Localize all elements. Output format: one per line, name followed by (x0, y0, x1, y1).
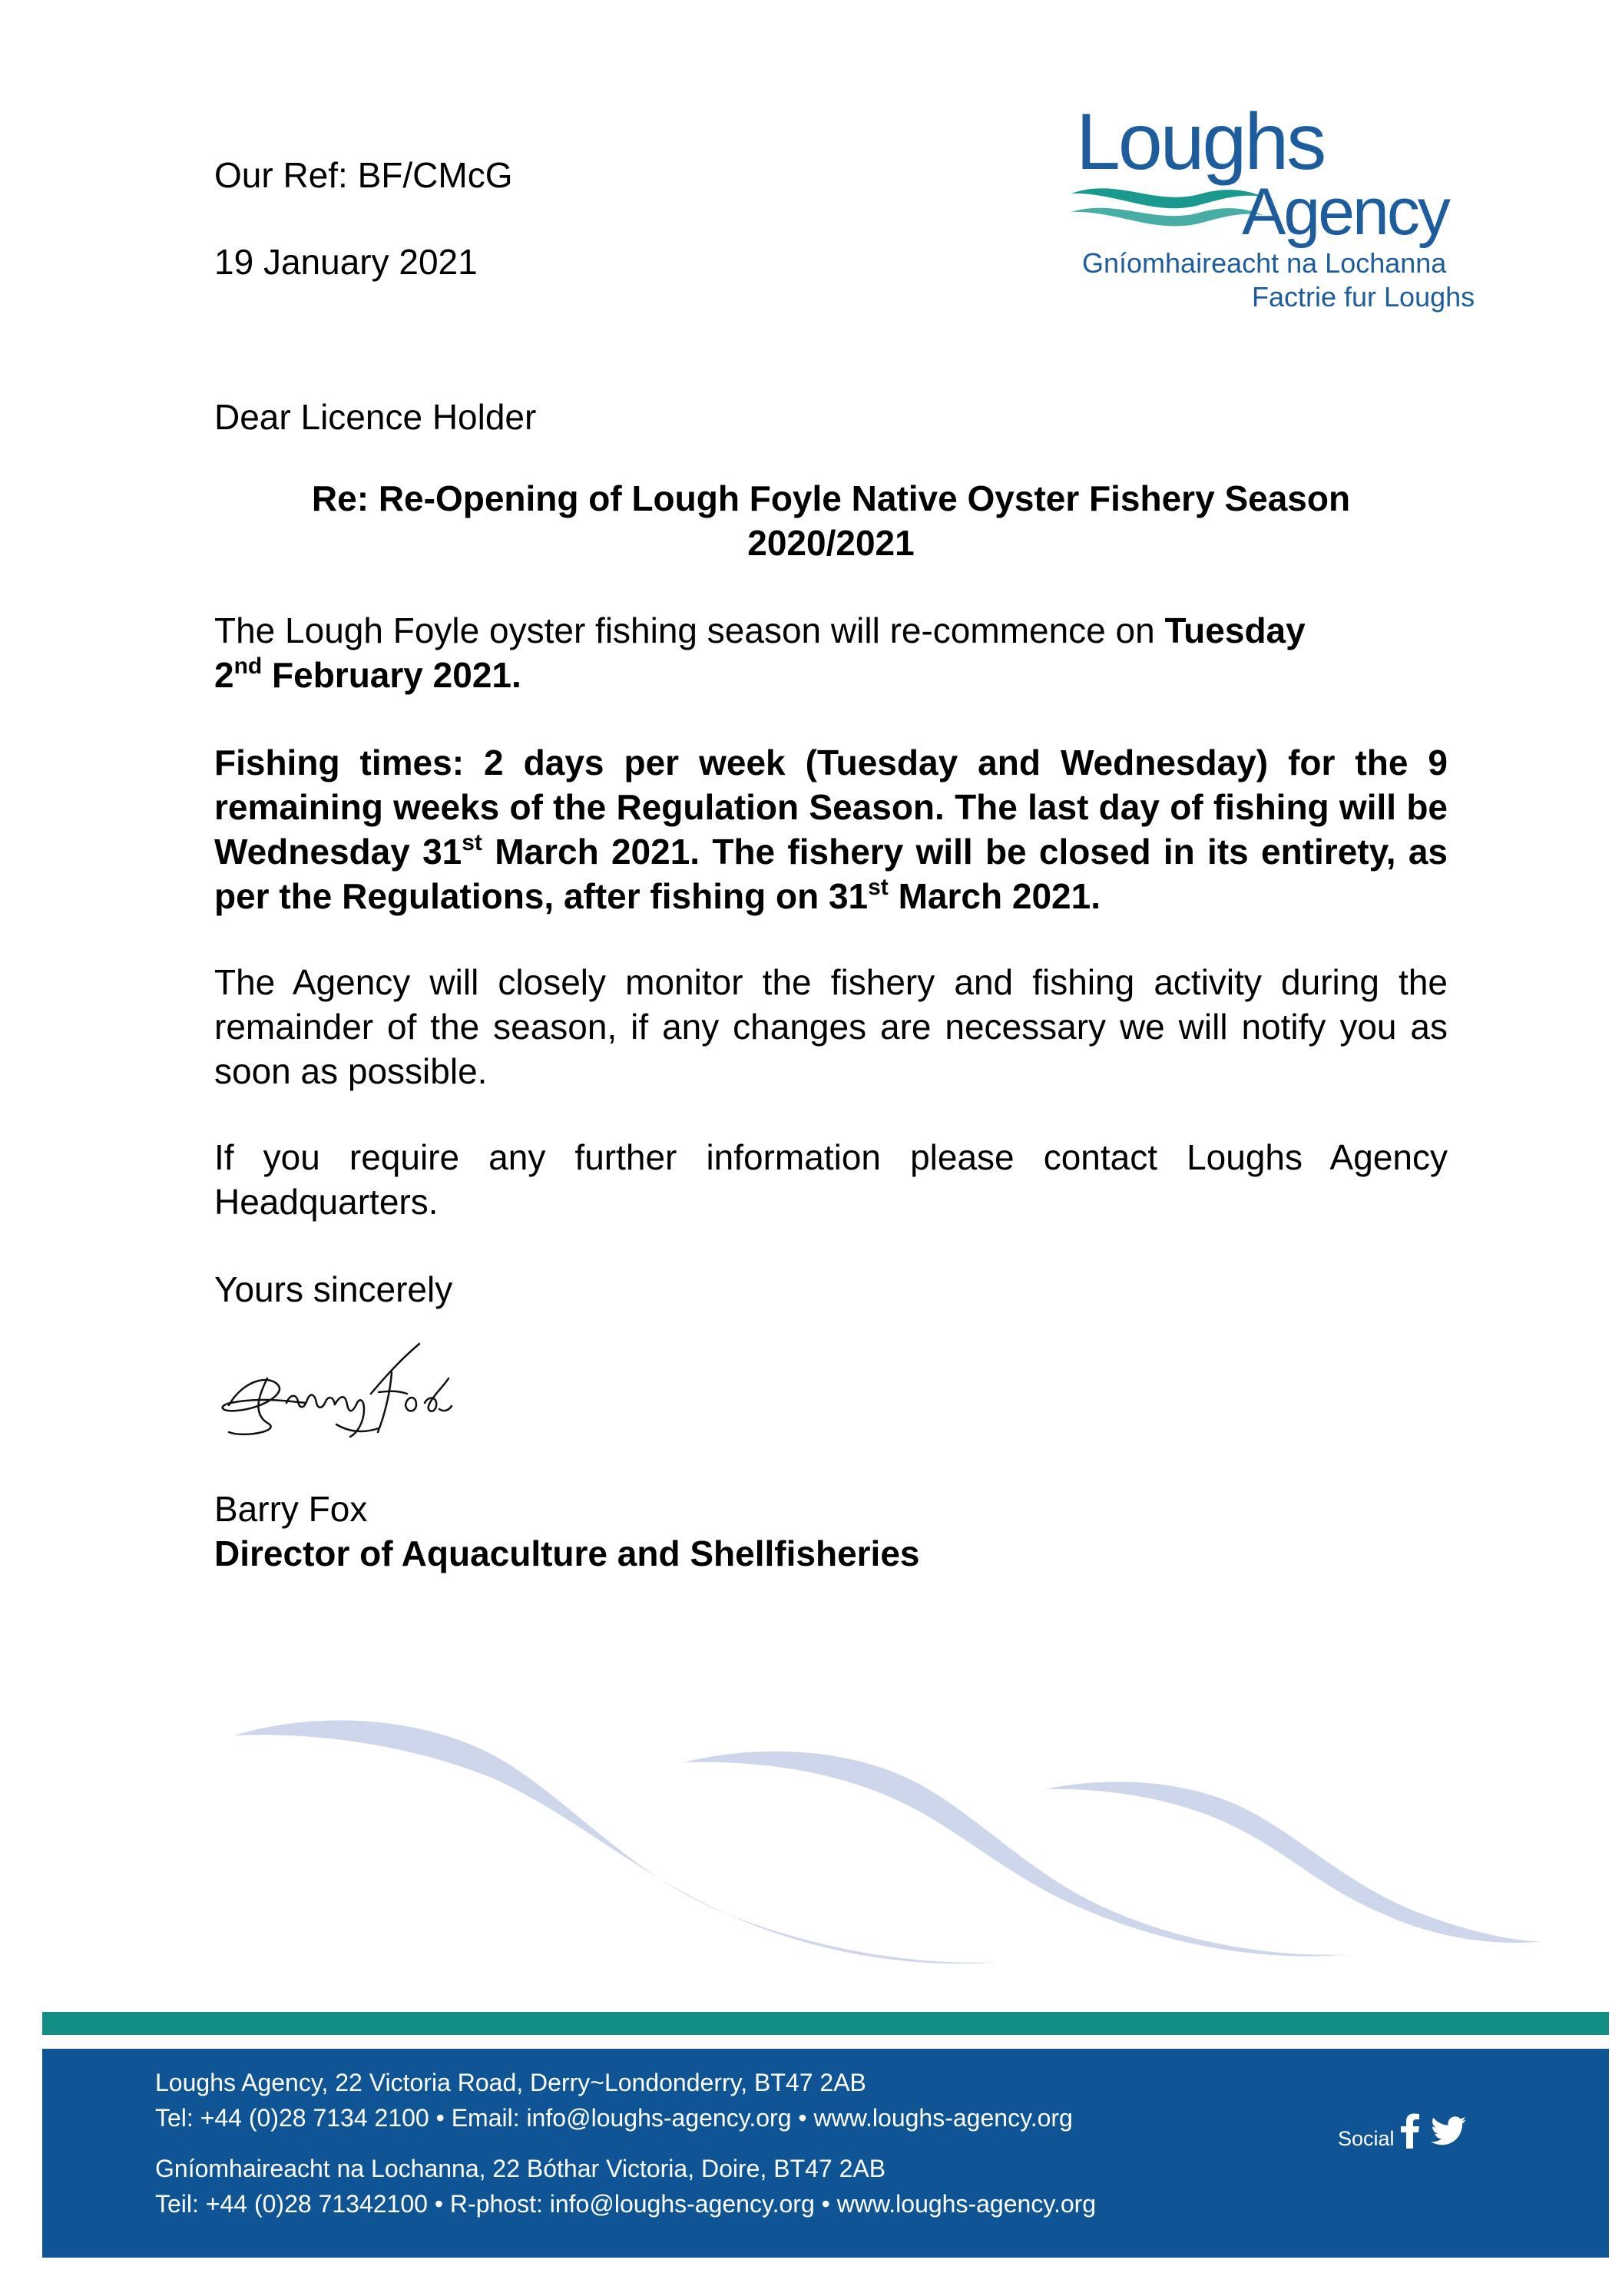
our-reference: Our Ref: BF/CMcG (214, 155, 513, 195)
twitter-icon[interactable] (1431, 2116, 1466, 2145)
footer-band (42, 2049, 1609, 2258)
logo-irish-name: Gníomhaireacht na Lochanna (1082, 247, 1447, 279)
para2-suffix1: st (462, 830, 482, 855)
decorative-waves (0, 1712, 1622, 2020)
paragraph-contact: If you require any further information please contact Loughs Agency Headquarters. (214, 1137, 1448, 1222)
para1-date-rest: February 2021. (262, 655, 521, 695)
subject-heading (214, 476, 1448, 565)
footer-stripe (42, 2012, 1609, 2035)
subject-line-1: Re: Re-Opening of Lough Foyle Native Oyster Fishery Season (311, 478, 1351, 518)
wave-2 (684, 1752, 1352, 1957)
wave-1 (234, 1720, 998, 1964)
handwritten-signature (214, 1332, 505, 1447)
footer-contact-english: Tel: +44 (0)28 7134 2100 • Email: info@loughs-agency.org • www.loughs-agency.org (155, 2104, 1073, 2132)
footer-address-english: Loughs Agency, 22 Victoria Road, Derry~Londonderry, BT47 2AB (155, 2069, 866, 2096)
loughs-agency-logo (1064, 100, 1494, 330)
para1-text: The Lough Foyle oyster fishing season will re-commence on (214, 610, 1165, 650)
para2-suffix2: st (868, 875, 889, 900)
closing: Yours sincerely (214, 1269, 453, 1309)
social-label: Social (1338, 2127, 1395, 2150)
para1-day-suffix: nd (233, 653, 263, 679)
para2-part2: March 2021. The fishery will be closed in its entirety, as per the Regulations, after fishing on 31 (214, 832, 1448, 916)
paragraph-season-start (214, 608, 1448, 697)
letter-date: 19 January 2021 (214, 242, 478, 282)
footer-contact-irish: Teil: +44 (0)28 71342100 • R-phost: info@loughs-agency.org • www.loughs-agency.org (155, 2190, 1097, 2218)
signatory-title: Director of Aquaculture and Shellfisheries (214, 1533, 920, 1573)
logo-waves-icon (1071, 177, 1271, 230)
signatory-name: Barry Fox (214, 1489, 368, 1529)
para1-weekday: Tuesday (1164, 610, 1306, 650)
para1-day: 2 (214, 655, 234, 695)
paragraph-monitoring: The Agency will closely monitor the fishery and fishing activity during the remainder of the season, if any changes are necessary we will notify you as soon as possible. (214, 962, 1448, 1091)
paragraph-fishing-times (214, 740, 1448, 918)
para2-part3: March 2021. (888, 876, 1101, 916)
facebook-icon[interactable] (1400, 2113, 1420, 2149)
logo-word-agency: Agency (1242, 175, 1448, 249)
salutation: Dear Licence Holder (214, 397, 537, 437)
para2-part1: Fishing times: 2 days per week (Tuesday and Wednesday) for the 9 remaining weeks of the Regulation Season. The last day of fishing will be Wednesday 31 (214, 743, 1448, 872)
logo-word-loughs: Loughs (1076, 98, 1325, 187)
logo-ulster-scots-name: Factrie fur Loughs (1252, 281, 1475, 313)
subject-line-2: 2020/2021 (747, 523, 915, 563)
footer-address-irish: Gníomhaireacht na Lochanna, 22 Bóthar Victoria, Doire, BT47 2AB (155, 2155, 886, 2182)
